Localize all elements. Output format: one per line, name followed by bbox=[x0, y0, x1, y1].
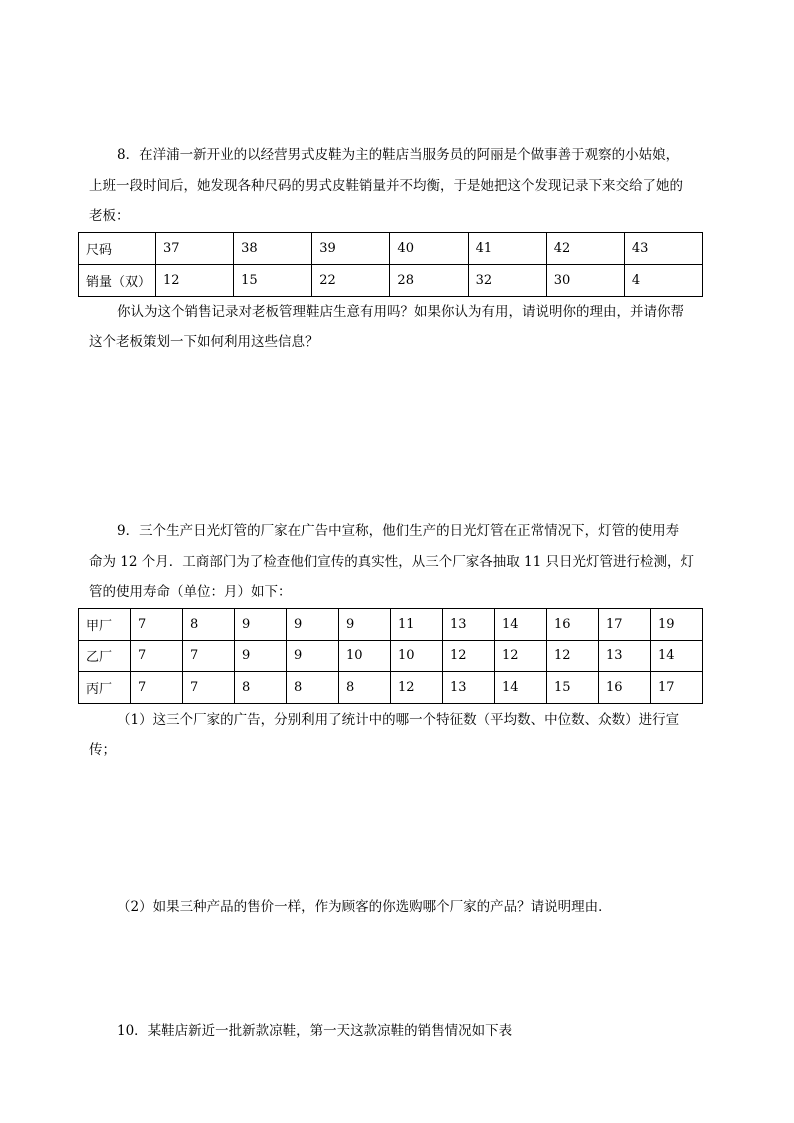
row-label: 销量（双） bbox=[79, 265, 156, 297]
row-label: 乙厂 bbox=[79, 640, 131, 672]
table-cell: 9 bbox=[339, 609, 391, 641]
table-row bbox=[79, 640, 703, 672]
row-label: 丙厂 bbox=[79, 672, 131, 704]
table-cell: 30 bbox=[546, 265, 624, 297]
shoe-size-sales-table bbox=[78, 232, 703, 297]
table-cell: 7 bbox=[131, 609, 183, 641]
table-cell: 13 bbox=[443, 672, 495, 704]
q8-line-2: 上班一段时间后，她发现各种尺码的男式皮鞋销量并不均衡，于是她把这个发现记录下来交给了她的 bbox=[89, 178, 683, 194]
lamp-lifespan-table bbox=[78, 608, 703, 704]
table-cell: 15 bbox=[234, 265, 312, 297]
table-cell: 32 bbox=[468, 265, 546, 297]
table-cell: 15 bbox=[547, 672, 599, 704]
table-cell: 10 bbox=[339, 640, 391, 672]
q8-question-line-2: 这个老板策划一下如何利用这些信息？ bbox=[89, 334, 319, 350]
table-cell: 17 bbox=[599, 609, 651, 641]
table-cell: 13 bbox=[599, 640, 651, 672]
table-cell: 39 bbox=[312, 233, 390, 265]
table-cell: 16 bbox=[599, 672, 651, 704]
table-cell: 22 bbox=[312, 265, 390, 297]
table-row bbox=[79, 609, 703, 641]
table-cell: 12 bbox=[156, 265, 234, 297]
table-cell: 14 bbox=[495, 609, 547, 641]
table-cell: 16 bbox=[547, 609, 599, 641]
table-cell: 11 bbox=[391, 609, 443, 641]
q9-sub1-line-1: （1）这三个厂家的广告，分别利用了统计中的哪一个特征数（平均数、中位数、众数）进行宣 bbox=[117, 712, 680, 728]
q10-line: 10．某鞋店新近一批新款凉鞋，第一天这款凉鞋的销售情况如下表 bbox=[117, 1023, 513, 1039]
row-label: 尺码 bbox=[79, 233, 156, 265]
table-cell: 9 bbox=[235, 640, 287, 672]
table-cell: 7 bbox=[131, 672, 183, 704]
table-cell: 7 bbox=[131, 640, 183, 672]
table-cell: 4 bbox=[624, 265, 702, 297]
table-row bbox=[79, 265, 703, 297]
table-row bbox=[79, 233, 703, 265]
table-cell: 40 bbox=[390, 233, 468, 265]
table-cell: 14 bbox=[495, 672, 547, 704]
table-cell: 7 bbox=[183, 640, 235, 672]
row-label: 甲厂 bbox=[79, 609, 131, 641]
table-cell: 8 bbox=[235, 672, 287, 704]
table-cell: 14 bbox=[651, 640, 703, 672]
table-cell: 13 bbox=[443, 609, 495, 641]
q8-line-3: 老板： bbox=[89, 208, 130, 224]
table-cell: 12 bbox=[443, 640, 495, 672]
table-cell: 28 bbox=[390, 265, 468, 297]
table-cell: 7 bbox=[183, 672, 235, 704]
table-cell: 10 bbox=[391, 640, 443, 672]
table-cell: 8 bbox=[287, 672, 339, 704]
q9-line-3: 管的使用寿命（单位：月）如下： bbox=[89, 584, 292, 600]
table-cell: 41 bbox=[468, 233, 546, 265]
table-cell: 8 bbox=[183, 609, 235, 641]
q8-question-line-1: 你认为这个销售记录对老板管理鞋店生意有用吗？如果你认为有用，请说明你的理由，并请你帮 bbox=[117, 304, 684, 320]
table-cell: 17 bbox=[651, 672, 703, 704]
table-cell: 12 bbox=[391, 672, 443, 704]
q9-sub2-line: （2）如果三种产品的售价一样，作为顾客的你选购哪个厂家的产品？请说明理由． bbox=[117, 899, 612, 915]
table-cell: 43 bbox=[624, 233, 702, 265]
q8-line-1: 8．在洋浦一新开业的以经营男式皮鞋为主的鞋店当服务员的阿丽是个做事善于观察的小姑娘， bbox=[117, 147, 680, 163]
table-cell: 12 bbox=[547, 640, 599, 672]
table-cell: 38 bbox=[234, 233, 312, 265]
q9-line-1: 9．三个生产日光灯管的厂家在广告中宣称，他们生产的日光灯管在正常情况下，灯管的使用寿 bbox=[117, 523, 680, 539]
table-cell: 19 bbox=[651, 609, 703, 641]
table-cell: 42 bbox=[546, 233, 624, 265]
table-cell: 9 bbox=[287, 640, 339, 672]
q9-line-2: 命为 12 个月．工商部门为了检查他们宣传的真实性，从三个厂家各抽取 11 只日光灯管进行检测，灯 bbox=[89, 554, 695, 570]
table-cell: 12 bbox=[495, 640, 547, 672]
table-cell: 9 bbox=[287, 609, 339, 641]
q9-sub1-line-2: 传； bbox=[89, 742, 116, 758]
table-row bbox=[79, 672, 703, 704]
table-cell: 9 bbox=[235, 609, 287, 641]
table-cell: 8 bbox=[339, 672, 391, 704]
table-cell: 37 bbox=[156, 233, 234, 265]
